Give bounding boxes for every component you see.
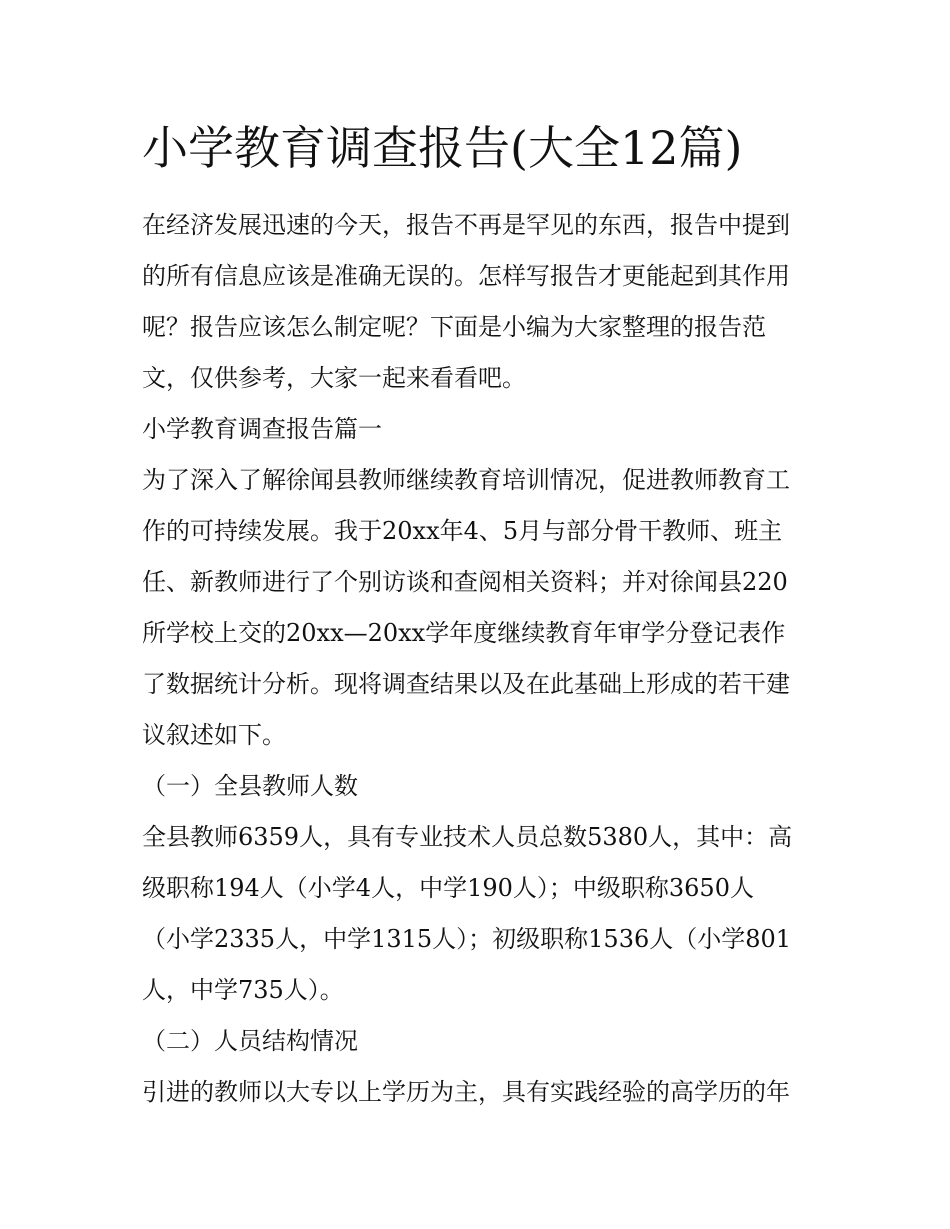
- text-line: （小学2335人，中学1315人）；初级职称1536人（小学801: [142, 925, 792, 953]
- text-line: 了数据统计分析。现将调查结果以及在此基础上形成的若干建: [142, 670, 790, 698]
- text-line: 在经济发展迅速的今天，报告不再是罕见的东西，报告中提到: [142, 211, 790, 239]
- text-line: 全县教师6359人，具有专业技术人员总数5380人，其中：高: [142, 823, 793, 851]
- text-line: 所学校上交的20xx—20xx学年度继续教育年审学分登记表作: [142, 619, 786, 647]
- text-line: 的所有信息应该是准确无误的。怎样写报告才更能起到其作用: [142, 262, 790, 290]
- text-line: 作的可持续发展。我于20xx年4、5月与部分骨干教师、班主: [142, 517, 783, 545]
- text-line: 议叙述如下。: [142, 721, 286, 749]
- document-title: 小学教育调查报告(大全12篇): [142, 121, 743, 175]
- text-line: 为了深入了解徐闻县教师继续教育培训情况，促进教师教育工: [142, 466, 790, 494]
- section-heading: （二）人员结构情况: [142, 1027, 358, 1055]
- text-line: 人，中学735人）。: [142, 976, 344, 1004]
- text-line: 引进的教师以大专以上学历为主，具有实践经验的高学历的年: [142, 1078, 790, 1106]
- section-heading: 小学教育调查报告篇一: [142, 415, 382, 443]
- section-heading: （一）全县教师人数: [142, 772, 358, 800]
- text-line: 文，仅供参考，大家一起来看看吧。: [142, 364, 526, 392]
- text-line: 任、新教师进行了个别访谈和查阅相关资料；并对徐闻县220: [142, 568, 788, 596]
- text-line: 级职称194人（小学4人，中学190人）；中级职称3650人: [142, 874, 754, 902]
- document-body: [142, 118, 814, 1118]
- text-line: 呢？报告应该怎么制定呢？下面是小编为大家整理的报告范: [142, 313, 766, 341]
